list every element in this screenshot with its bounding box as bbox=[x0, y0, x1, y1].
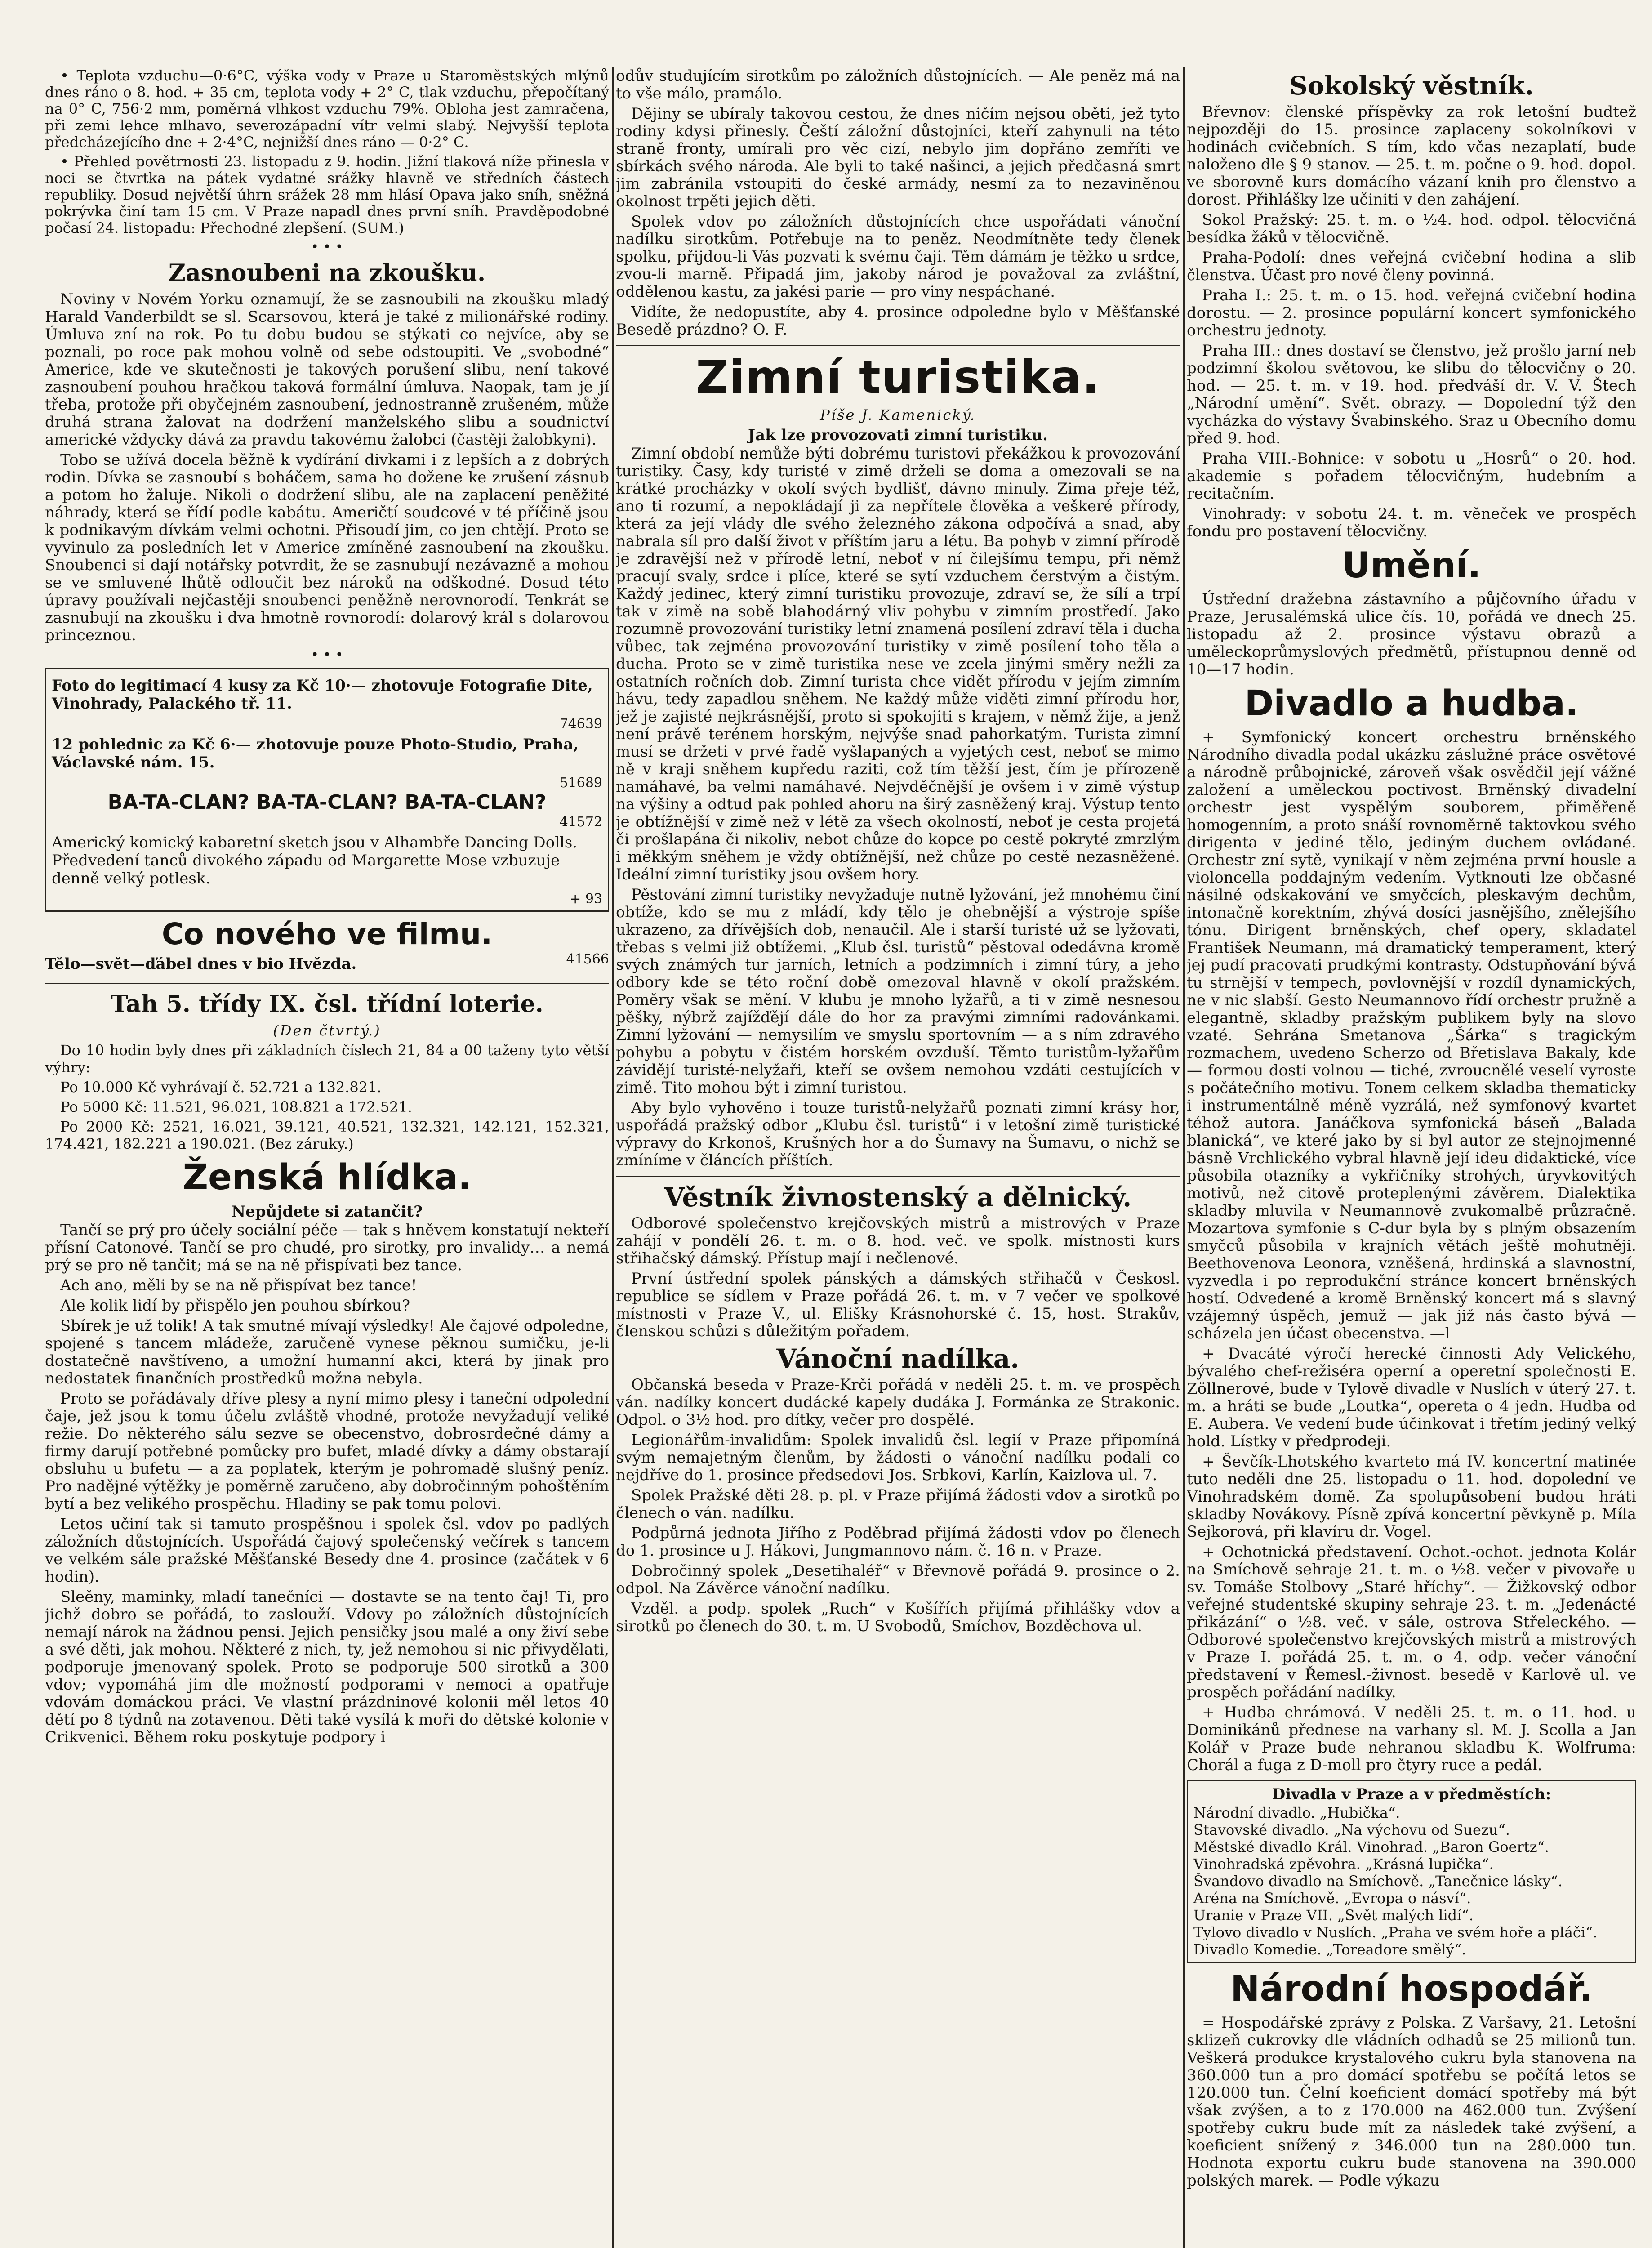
lottery-line: Po 10.000 Kč vyhrávají č. 52.721 a 132.821. bbox=[60, 1079, 382, 1096]
ad-number: 41566 bbox=[566, 951, 609, 967]
article-paragraph: Sbírek je už tolik! A tak smutné mívají výsledky! Ale čajové odpoledne, spojené s tancem mládeže, zaručeně vynese pěknou sumičku, je-li dostatečně navštíveno, a umožní humanní akci, která by jinak pro nedostatek finančních prostředků možna nebyla. bbox=[45, 1317, 609, 1387]
theater-item: Tylovo divadlo v Nuslích. „Praha ve svém hoře a pláči“. bbox=[1193, 1924, 1598, 1941]
divider bbox=[616, 345, 1180, 346]
ad-box bbox=[45, 668, 609, 912]
weather-forecast: • Přehled povětrnosti 23. listopadu z 9. hodin. Jižní tlaková níže přinesla v noci se čtvrtka na pátek vydatné srážky hlavně ve středních částech republiky. Dosud největší úhrn srážek 28 mm hlásí Opava jako sníh, sněžná pokrývka činí tam 15 cm. V Praze napadl dnes první sníh. Pravděpodobné počasí 24. listopadu: Přechodné zlepšení. (SUM.) bbox=[45, 153, 609, 236]
article-paragraph: Proto se pořádávaly dříve plesy a nyní mimo plesy i taneční odpolední čaje, jež jsou k tomu účelu zvláště vhodné, protože nevyžadují veliké režie. Do některého sálu sezve se obecenstvo, dobrosrdečné dámy a firmy darují potřebné pomůcky pro bufet, mladé dívky a dámy obstarají obsluhu u bufetu — a za poplatek, kterým je pohromadě slušný peníz. Pro nadějné výtěžky je poměrně zaručeno, aby dobročinným pohoštěním bytí a bez velikého prospěchu. Hladiny se pak tomu polovi. bbox=[45, 1390, 609, 1513]
ad-bataclan: BA-TA-CLAN? BA-TA-CLAN? BA-TA-CLAN? bbox=[107, 791, 547, 814]
film-heading: Co nového ve filmu. bbox=[161, 917, 493, 951]
article-paragraph: Praha-Podolí: dnes veřejná cvičební hodina a slib členstva. Účast pro nové členy povinná. bbox=[1187, 249, 1636, 284]
article-paragraph: Občanská beseda v Praze-Krči pořádá v neděli 25. t. m. ve prospěch ván. nadílky koncert dudácké kapely dudáka J. Formánka ze Strakonic. Odpol. o 3½ hod. pro dítky, večer pro dospělé. bbox=[616, 1376, 1180, 1429]
theater-item: Městské divadlo Král. Vinohrad. „Baron Goertz“. bbox=[1193, 1838, 1550, 1855]
art-heading: Umění. bbox=[1342, 545, 1481, 586]
article-paragraph: Sleěny, maminky, mladí tanečníci — dostavte se na tento čaj! Ti, pro jichž dobro se pořádá, to zaslouží. Vdovy po záložních důstojnících nemají nárok na žádnou pensi. Jejich pensičky jsou malé a ony živí sebe a své děti, jak mohou. Některé z nich, ty, jež nemohou si nic přivydělati, podporuje jmenovaný spolek. Proto se podporuje 500 sirotků a 300 vdov; vypomáhá jim dle možností podporami v nemoci a opatřuje vdovám domáckou práci. Ve vlastní prázdninové kolonii měl letos 40 dětí po 8 týdnů na zotavenou. Děti také vysílá k moři do dětské kolonie v Crikvenici. Během roku poskytuje podpory i bbox=[45, 1588, 609, 1746]
ad-alhambra: Americký komický kabaretní sketch jsou v Alhambře Dancing Dolls. Předvedení tanců divokého západu od Margarette Mose vzbuzuje denně velký potlesk. bbox=[52, 834, 578, 888]
divider bbox=[45, 983, 609, 984]
article-paragraph: Břevnov: členské příspěvky za rok letošní budtež nejpozději do 15. prosince zaplaceny sokolníkovi v hodinách cvičebních. S tím, kdo včas nezaplatí, bude naloženo dle § 9 stanov. — 25. t. m. počne o 9. hod. dopol. ve sborovně kurs domácího vázaní knih pro členstvo a dorost. Přihlášky lze učiniti v den zahájení. bbox=[1187, 103, 1636, 209]
article-paragraph: Ale kolik lidí by přispělo jen pouhou sbírkou? bbox=[60, 1297, 410, 1315]
article-paragraph: Spolek Pražské děti 28. p. pl. v Praze přijímá žádosti vdov a sirotků po členech o ván. nadílku. bbox=[616, 1486, 1180, 1522]
ad-number: 41572 bbox=[559, 814, 602, 830]
article-paragraph: Dějiny se ubíraly takovou cestou, že dnes ničím nejsou oběti, jež tyto rodiny kdysi přinesly. Čeští záložní důstojníci, kteří zahynuli na této straně fronty, umírali pro věc cizí, nebylo jim dopřáno zemříti ve sbírkách svého národa. Ale byli to také našinci, a jejich předčasná smrt jim zabránila vstoupiti do české armády, nesmí za to nezaviněnou okolnost trpěti jejich děti. bbox=[616, 105, 1180, 210]
xmas-heading: Vánoční nadílka. bbox=[776, 1343, 1020, 1374]
column-2 bbox=[616, 67, 1180, 2248]
women-subheading: Nepůjdete si zatančit? bbox=[231, 1203, 423, 1221]
lottery-heading: Tah 5. třídy IX. čsl. třídní loterie. bbox=[111, 990, 543, 1018]
article-paragraph: Aby bylo vyhověno i touze turistů-nelyžařů poznati zimní krásy hor, uspořádá pražský odbor „Klubu čsl. turistů“ i v letošní zimě turistické výpravy do Krkonoš, Krušných hor a do Šumavy na Šumavu, o nichž se zmíníme v článcích příštích. bbox=[616, 1099, 1180, 1169]
ad-postcards: 12 pohlednic za Kč 6·— zhotovuje pouze Photo-Studio, Praha, Václavské nám. 15. bbox=[52, 736, 579, 772]
article-paragraph: Dobročinný spolek „Desetihaléř“ v Břevnově pořádá 9. prosince o 2. odpol. Na Závěrce vánoční nadílku. bbox=[616, 1562, 1180, 1597]
article-paragraph: Tobo se užívá docela běžně k vydírání divkami i z lepších a z dobrých rodin. Dívka se zasnoubí s boháčem, sama ho dožene ke zrušení zásnub a potom ho žaluje. Nikoli o dodržení slibu, ale na zaplacení peněžité náhrady, která se řídí podle kabátu. Američtí soudcové v té příčině jsou k podnikavým dívkám velmi ochotni. Přisoudí jim, co jen chtějí. Proto se vyvinulo za posledních let v Americe zmíněné zasnoubení na zkoušku. Snoubenci si dají notářsky potvrdit, že se zasnubují nezávazně a mohou se ve smluvené lhůtě odloučit bez nároků na odškodné. Dosud této úpravy používali nejčastěji snoubenci peněžně nerovnorodí. Tenkrát se zasnubují na zkoušku i dva hmotně rovnorodí: dolarový král s dolarovou princeznou. bbox=[45, 451, 609, 644]
article-paragraph: Vidíte, že nedopustíte, aby 4. prosince odpoledne bylo v Měšťanské Besedě prázdno? O. F. bbox=[616, 303, 1180, 339]
article-paragraph: + Ochotnická představení. Ochot.-ochot. jednota Kolár na Smíchově sehraje 21. t. m. o ½8. večer v pivovaře u sv. Tomáše Stolbovy „Staré hříchy“. — Žižkovský odbor veřejné studentské skupiny sehraje 23. t. m. „Jedenácté přikázání“ o ½8. več. v sále, ostrova Střeleckého. — Odborové společenstvo krejčovských mistrů a mistrových v Praze I. pořádá 25. t. m. o 4. odp. večer vánoční představení v Řemesl.-živnost. besedě v Karlově ul. ve prospěch pořádání nadílky. bbox=[1187, 1543, 1636, 1701]
engagement-heading: Zasnoubeni na zkoušku. bbox=[168, 259, 486, 287]
separator-stars: • • • bbox=[311, 239, 343, 255]
trade-heading: Věstník živnostenský a dělnický. bbox=[664, 1182, 1132, 1213]
ad-photo-legit: Foto do legitimací 4 kusy za Kč 10·— zhotovuje Fotografie Dite, Vinohrady, Palackého tř. 11. bbox=[52, 677, 593, 713]
article-paragraph: = Hospodářské zprávy z Polska. Z Varšavy, 21. Letošní sklizeň cukrovky dle vládních odhadů se 25 milionů tun. Veškerá produkce krystalového cukru byla stanovena na 360.000 tun a pro domácí spotřebu se počítá letos se 120.000 tun. Čelní koeficient domácí spotřeby má být však zvýšen, a to z 170.000 na 462.000 tun. Zvýšení spotřeby cukru bude mít za následek také zvýšení, a koeficient snížený z 346.000 tun na 280.000 tun. Hodnota exportu cukru bude stanovena na 390.000 polských marek. — Podle výkazu bbox=[1187, 2014, 1636, 2190]
article-paragraph: + Symfonický koncert orchestru brněnského Národního divadla podal ukázku záslužné práce osvětové a národně průbojnické, zároveň však osvědčil její vážné založení a uměleckou poctivost. Brněnský divadelní orchestr jest vyspělým souborem, přiměřeně homogenním, a proto snáší rovnoměrně taktovkou svého dirigenta v jediné tělo, jediným duchem ovládané. Orchestr zní sytě, vynikají v něm zejména první housle a violoncella poddajným vedením. Vytknouti lze občasné násilné odskakování ve smyčcích, pleskavým dechům, intonačně korektním, zhývá dosíci jasnějšího, znělejšího tónu. Dirigent brněnských, chef opery, skladatel František Neumann, má dramatický temperament, který jej pudí pracovati prudkými kontrasty. Odstupňování bývá tu strnější v tempech, povlovnější v rozdíl dynamických, ne v nic slabší. Gesto Neumannovo řídí orchestr pružně a elegantně, skladby pražským publikem byly na slovo vzaté. Sehrána Smetanova „Šárka“ s tragickým rozmachem, uvedeno Scherzo od Břetislava Bakaly, kde — formou dosti volnou — tiché, zvroucnělé veselí vyroste s počátečního motivu. Tonem celkem skladba thematicky i instrumentálně méně vyzrálá, než symfonový kvartet téhož autora. Janáčkova symfonická báseň „Balada blanická“, ve které jako by si byl autor ze stejnojmenné básně Vrchlického vybral hlavně její ideu didaktické, více působila otazníky a vykřičníky strohých, úryvkovitých motivů, než citově proteplenými závěrem. Dialektika skladby mluvila v Neumannově zvukomalbě průzračně. Mozartova symfonie s C-dur byla by s plným obsazením smyčců působila v krajních větách ještě mohutněji. Beethovenova Leonora, vzněšená, hrdinská a slavnostní, vyzvedla i po reprodukční stránce koncert brněnských hostí. Odvedené a kromě Brněnský koncert má s slavný vzájemný úspěch, jemuž — jak již nás často bývá — scházela jen účast obecenstva. —l bbox=[1187, 728, 1636, 1343]
theater-item: Aréna na Smíchově. „Evropa o násví“. bbox=[1193, 1890, 1471, 1907]
film-sub: Tělo—svět—ďábel dnes v bio Hvězda. bbox=[45, 955, 357, 973]
lottery-day: (Den čtvrtý.) bbox=[273, 1022, 381, 1039]
column-1 bbox=[45, 67, 609, 2248]
column-rule bbox=[1183, 67, 1185, 2248]
article-paragraph: Tančí se prý pro účely sociální péče — tak s hněvem konstatují nekteří přísní Catonové. Tančí se pro chudé, pro sirotky, pro invalidy… a nemá prý se pro ně tančit; má se na ně přispívati bez tance. bbox=[45, 1221, 609, 1274]
article-paragraph: + Ševčík-Lhotského kvarteto má IV. koncertní matinée tuto neděli dne 25. listopadu o 11. hod. dopolední ve Vinohradském domě. Za spolupůsobení budou hráti skladby Novákovy. Písně zpívá koncertní pěvkyně p. Míla Sejkorová, při klavíru dr. Vogel. bbox=[1187, 1453, 1636, 1541]
winter-heading: Zimní turistika. bbox=[695, 351, 1100, 403]
article-paragraph: Vinohrady: v sobotu 24. t. m. věneček ve prospěch fondu pro postavení tělocvičny. bbox=[1187, 505, 1636, 540]
ad-number: 74639 bbox=[559, 716, 602, 732]
article-paragraph: Podpůrná jednota Jiřího z Poděbrad přijímá žádosti vdov po členech do 1. prosince u J. Hákovi, Jungmannovo nám. č. 16 n. v Praze. bbox=[616, 1524, 1180, 1560]
column-3 bbox=[1187, 67, 1636, 2248]
theater-item: Uranie v Praze VII. „Svět malých lidí“. bbox=[1193, 1907, 1474, 1924]
article-paragraph: Letos učiní tak si tamuto prospěšnou i spolek čsl. vdov po padlých záložních důstojnících. Uspořádá čajový společenský večírek s tancem ve velkém sále pražské Měšťanské Besedy dne 4. prosince (začátek v 6 hodin). bbox=[45, 1515, 609, 1586]
divider bbox=[616, 1176, 1180, 1177]
economy-heading: Národní hospodář. bbox=[1230, 1969, 1593, 2009]
sokol-heading: Sokolský věstník. bbox=[1289, 71, 1534, 101]
article-paragraph: Vzděl. a podp. spolek „Ruch“ v Košířích přijímá přihlášky vdov a sirotků po členech do 30. t. m. U Svobodů, Smíchov, Bozděchova ul. bbox=[616, 1600, 1180, 1635]
article-paragraph: Spolek vdov po záložních důstojnících chce uspořádati vánoční nadílku sirotkům. Potřebuje na to peněz. Neodmítněte tedy členek spolku, přijdou-li Vás pozvati k svému čaji. Těm dámám je těžko u srdce, zvou-li marně. Připadá jim, jakoby národ je považoval za zvláštní, oddělenou kastu, za jakési parie — pro viny nespáchané. bbox=[616, 213, 1180, 301]
winter-subheading: Jak lze provozovati zimní turistiku. bbox=[748, 426, 1048, 444]
theater-heading: Divadla v Praze a v předměstích: bbox=[1272, 1785, 1551, 1803]
theater-item: Divadlo Komedie. „Toreadore smělý“. bbox=[1193, 1941, 1466, 1958]
article-paragraph: Praha III.: dnes dostaví se členstvo, jež prošlo jarní neb podzimní školou světovou, ke slibu do tělocvičny o 20. hod. — 25. t. m. v 19. hod. předváší dr. V. V. Štech „Národní umění“. Svět. obrazy. — Dopolední týž den vycházka do výstavy Švabinského. Sraz u Obecního domu před 9. hod. bbox=[1187, 342, 1636, 447]
article-paragraph: Ústřední dražebna zástavního a půjčovního úřadu v Praze, Jerusalémská ulice čís. 10, pořádá ve dnech 25. listopadu až 2. prosince výstavu obrazů a uměleckoprůmyslových předmětů, přístupnou denně od 10—17 hodin. bbox=[1187, 590, 1636, 678]
theater-item: Národní divadlo. „Hubička“. bbox=[1193, 1804, 1400, 1821]
film-subline bbox=[45, 951, 609, 977]
article-paragraph: + Hudba chrámová. V neděli 25. t. m. o 11. hod. u Dominikánů přednese na varhany sl. M. J. Scolla a Jan Kolář v Praze bude nehranou skladbu K. Wolfruma: Chorál a fuga z D-moll pro čtyry ruce a pedál. bbox=[1187, 1704, 1636, 1774]
article-paragraph: Ach ano, měli by se na ně přispívat bez tance! bbox=[60, 1276, 417, 1294]
article-paragraph: První ústřední spolek pánských a dámských střihačů v Českosl. republice se sídlem v Praze pořádá 26. t. m. v 7 večer ve spolkové místnosti v Praze V., ul. Elišky Krásnohorské č. 15, host. Strakův, členskou schůzi s důležitým pořadem. bbox=[616, 1270, 1180, 1340]
column-rule bbox=[612, 67, 614, 2248]
ad-number: + 93 bbox=[570, 891, 602, 907]
article-paragraph: + Dvacáté výročí herecké činnosti Ady Velického, bývalého chef-režiséra operní a operetní společnosti E. Zöllnerové, bude v Tylově divadle v Nuslích v úterý 27. t. m. a hráti se bude „Loutka“, opereta o 4 jedn. Hudba od E. Aubera. Ve vedení bude účinkovat i třetím jediný velký hold. Lístky v předprodeji. bbox=[1187, 1345, 1636, 1450]
winter-byline: Píše J. Kamenický. bbox=[820, 406, 976, 424]
article-paragraph: Zimní období nemůže býti dobrému turistovi překážkou k provozování turistiky. Časy, kdy turisté v zimě drželi se doma a omezovali se na krátké procházky v okolí svých bydlišť, dávno minuly. Zima přeje též, ano ti rozumí, a nepokládají ji za nepřítele člověka a veškeré přírody, která za její vlády dle svého železného zákona odpočívá a snad, aby nabrala síl pro další život v příštím jaru a létu. Ba pohyb v zimní přírodě je zdravější než v přírodě letní, neboť v ní čilejšímu tempu, při němž pracují svaly, srdce i plíce, které se sytí vzduchem čerstvým a čistým. Každý jedinec, který zimní turistiku provozuje, zdraví se, že sílí a trpí tak v zimě na sobě blahodárný vliv pohybu v zimním prostředí. Jako rozumně provozování turistiky letní znamená posílení zdraví těla i ducha vůbec, tak zejména provozování turistiky v zimě posílení toho těla a ducha. Proto se v zimě turistika nese ve zcela jinými směry nežli za ostatních ročních dob. Zimní turista chce vidět přírodu v jejím zimním hávu, tedy zapadlou sněhem. Ne každý může viděti zimní přírodu hor, jež je zajisté nejkrásnější, proto si spokojiti s krajem, v němž žije, a jenž není právě terénem horským, nejvýše snad pahorkatým. Turista zimní musí se držeti v prvé řadě vyšlapaných a vyjetých cest, neboť se mimo ně v kraji sněhem kupředu raziti, což tím těžší jest, čím je přírozeně namáhavé, ba velmi namáhavé. Nejvděčnější je ovšem i v zimě výstup na výšiny a odtud pak pohled ahoru na širý zasněžený kraj. Výstup tento je obtížnější v zimě než v létě za všech okolností, neboť je cesta projetá či prošlapána či nikoliv, nebot chůze do kopce po cestě pokryté zmrzlým i měkkým sněhem je vždy obtížnější, než chůze po cestě nezasněžené. Ideální zimní turistiky jsou ovšem hory. bbox=[616, 445, 1180, 883]
lottery-line: Po 2000 Kč: 2521, 16.021, 39.121, 40.521, 132.321, 142.121, 152.321, 174.421, 182.221 a 190.021. (Bez záruky.) bbox=[45, 1118, 609, 1152]
weather-report: • Teplota vzduchu—0·6°C, výška vody v Praze u Staroměstských mlýnů dnes ráno o 8. hod. + 35 cm, teplota vody + 2° C, tlak vzduchu, přepočítaný na 0° C, 756·2 mm, poměrná vlhkost vzduchu 79%. Obloha jest zamračena, při zemi lehce mlhavo, severozápadní vítr velmi slabý. Nejvyšší teplota předcházejícího dne + 2·4°C, nejnižší dnes ráno — 0·2° C. bbox=[45, 67, 609, 151]
music-heading: Divadlo a hudba. bbox=[1244, 683, 1579, 724]
article-paragraph: Noviny v Novém Yorku oznamují, že se zasnoubili na zkoušku mladý Harald Vanderbildt se sl. Scarsovou, která je také z milionářské rodiny. Úmluva zní na rok. Po tu dobu budou se stýkati co nejvíce, aby se poznali, po roce pak mohou volně od sebe odstoupiti. Ve „svobodné“ Americe, kde ve skutečnosti je takových porušení slibu, není takové zasnoubení pouhou hračkou taková formální úmluva. Naopak, tam je jí třeba, protože při obyčejném zasnoubení, jednostranně zrušeném, může druhá strana žalovat na dodržení manželského slibu a soudnictví americké vždycky dává za pravdu takovému žalobci (častěji žalobkyni). bbox=[45, 290, 609, 449]
theater-item: Stavovské divadlo. „Na výchovu od Suezu“. bbox=[1193, 1821, 1510, 1838]
lottery-intro: Do 10 hodin byly dnes při základních číslech 21, 84 a 00 taženy tyto větší výhry: bbox=[45, 1042, 609, 1076]
article-paragraph: Praha I.: 25. t. m. o 15. hod. veřejná cvičební hodina dorostu. — 2. prosince populární koncert symfonického orchestru jednoty. bbox=[1187, 286, 1636, 339]
ad-number: 51689 bbox=[559, 775, 602, 791]
women-heading: Ženská hlídka. bbox=[183, 1157, 472, 1198]
lottery-line: Po 5000 Kč: 11.521, 96.021, 108.821 a 172.521. bbox=[60, 1098, 412, 1115]
article-paragraph: odův studujícím sirotkům po záložních důstojnících. — Ale peněz má na to vše málo, pramálo. bbox=[616, 67, 1180, 103]
article-paragraph: Sokol Pražský: 25. t. m. o ½4. hod. odpol. tělocvičná besídka žáků v tělocvičně. bbox=[1187, 211, 1636, 246]
article-paragraph: Pěstování zimní turistiky nevyžaduje nutně lyžování, jež mnohému činí obtíže, kdo se mu z mládí, kdy tělo je ohebnější a výstroje spíše ukrazeno, za dřívějších dob, nenaučil. Ale i starší turisté už se lyžovati, třebas s velmi již obtížemi. „Klub čsl. turistů“ pěstoval odedávna kromě svých známých tur jarních, letních a podzimních i zimní túry, a jeho odbory kde se této roční době omezoval hlavně v okolí pražském. Poměry však se mění. V klubu je mnoho lyžařů, a ti v zimě nesnesou pěšky, nýbrž zajížďějí dále do hor za pravými zimními radovánkami. Zimní lyžování — nemysilím ve smyslu sportovním — a s ním zdravého pohybu a pobytu v čistém horském ovzduší. Těmto turistům-lyžařům závidějí turisté-nelyžaři, kteří se ovšem nemohou vzdáti cestujících v zimě. Tito mohou být i zimní turistou. bbox=[616, 886, 1180, 1097]
article-paragraph: Odborové společenstvo krejčovských mistrů a mistrových v Praze zahájí v pondělí 26. t. m. o 8. hod. več. ve spolk. místnosti kurs střihačský dámský. Přístup mají i nečlenové. bbox=[616, 1214, 1180, 1267]
theater-item: Švandovo divadlo na Smíchově. „Tanečnice lásky“. bbox=[1193, 1873, 1563, 1890]
theater-box bbox=[1187, 1780, 1636, 1963]
separator-stars: • • • bbox=[311, 647, 343, 663]
article-paragraph: Legionářům-invalidům: Spolek invalidů čsl. legií v Praze připomíná svým nemajetným členům, by žádosti o vánoční nadílku podali co nejdříve do 1. prosince předsedovi Jos. Srbkovi, Karlín, Kaizlova ul. 7. bbox=[616, 1431, 1180, 1484]
theater-item: Vinohradská zpěvohra. „Krásná lupička“. bbox=[1193, 1855, 1494, 1873]
article-paragraph: Praha VIII.-Bohnice: v sobotu u „Hosrů“ o 20. hod. akademie s pořadem tělocvičným, hudebním a recitačním. bbox=[1187, 450, 1636, 503]
